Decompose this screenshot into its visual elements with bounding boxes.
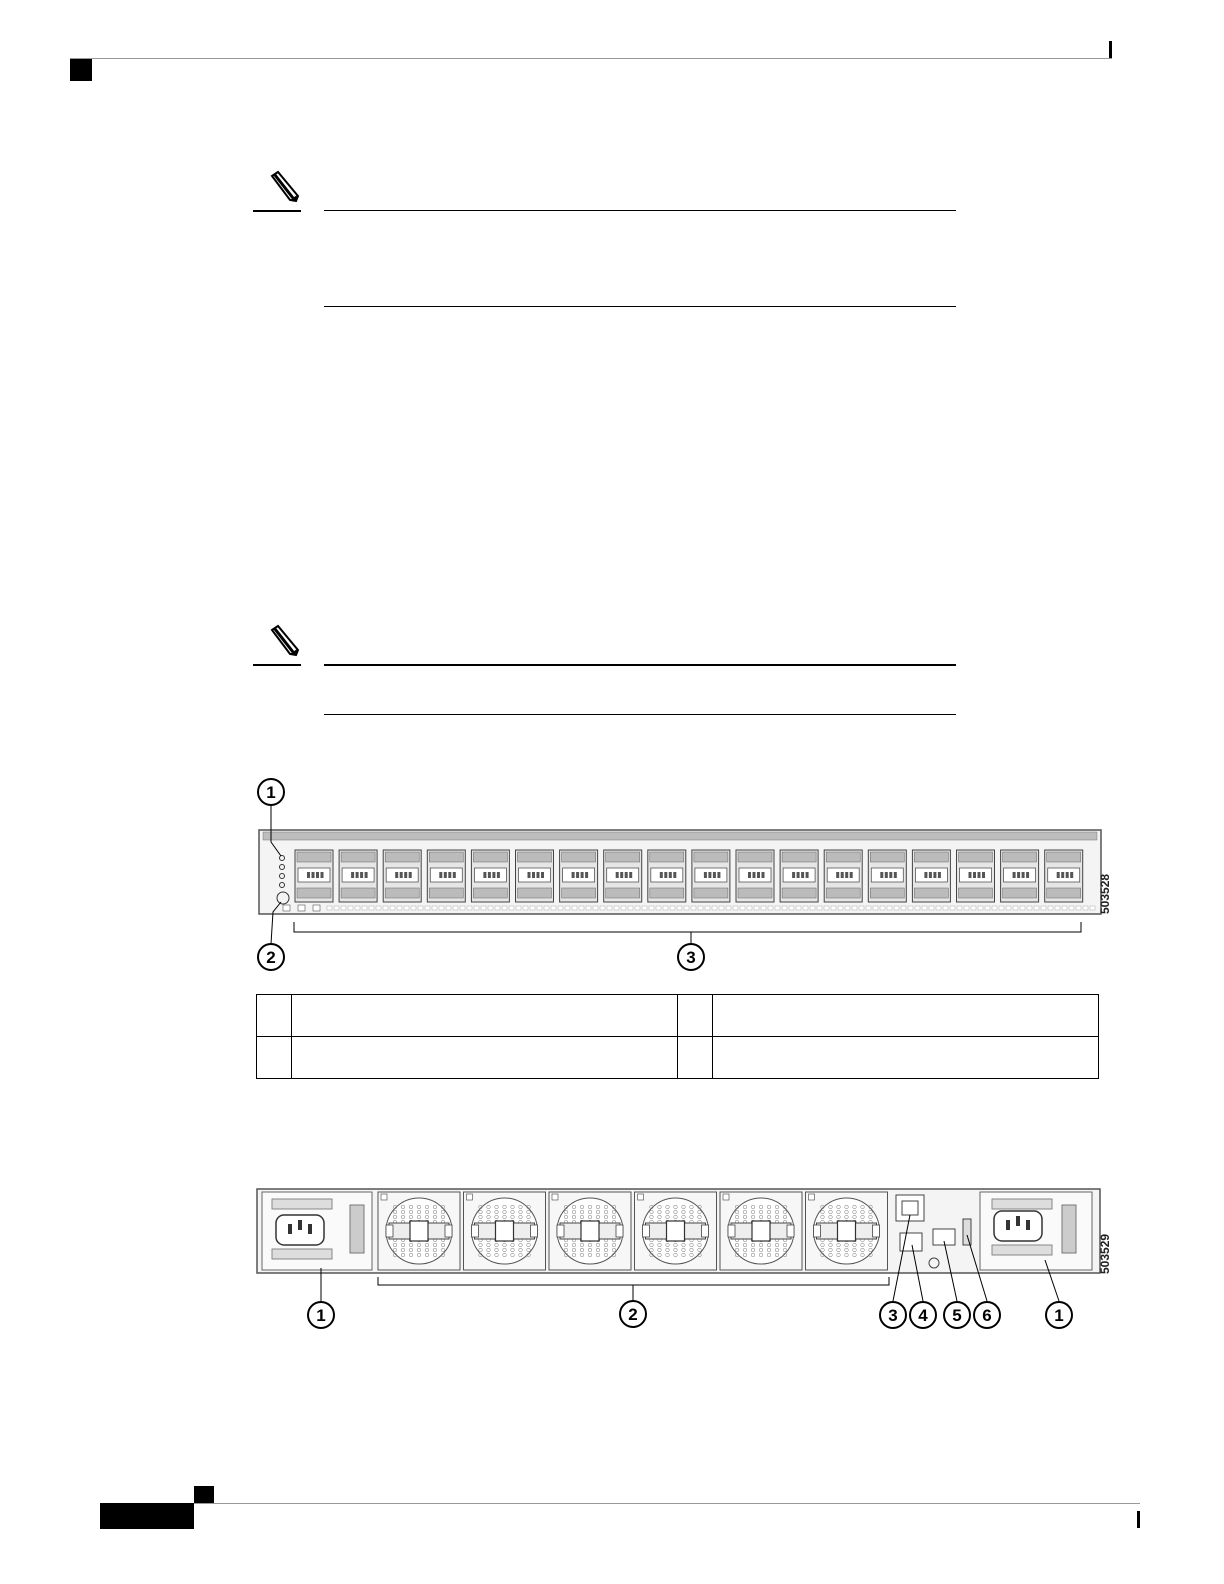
qsfp-port [648,850,686,902]
note-icon-underline [253,210,301,212]
vent-slot [1062,906,1067,910]
vent-slot [943,906,948,910]
vent-slot [761,906,766,910]
vent-slot [733,906,738,910]
fan-module [549,1192,631,1270]
table-cell [292,995,678,1037]
vent-slot [901,906,906,910]
front-panel-figure [245,772,1125,977]
vent-slot [740,906,745,910]
qsfp-port [692,850,730,902]
vent-slot [684,906,689,910]
rear-figure-id: 503529 [1098,1233,1112,1274]
vent-slot [824,906,829,910]
vent-slot [887,906,892,910]
qsfp-port [295,850,333,902]
vent-slot [439,906,444,910]
vent-slot [1006,906,1011,910]
vent-slot [586,906,591,910]
vent-slot [495,906,500,910]
qsfp-port [957,850,995,902]
vent-slot [600,906,605,910]
vent-slot [446,906,451,910]
vent-slot [1020,906,1025,910]
table-cell [713,1037,1099,1079]
vent-slot [614,906,619,910]
vent-slot [516,906,521,910]
vent-slot [950,906,955,910]
rear-panel-figure [250,1185,1110,1335]
qsfp-port [1001,850,1039,902]
qsfp-port [824,850,862,902]
header-left-marker [70,59,92,81]
vent-slot [894,906,899,910]
vent-slot [747,906,752,910]
vent-slot [691,906,696,910]
qsfp-port [868,850,906,902]
vent-slot [908,906,913,910]
footer-rule [100,1503,1140,1504]
table-cell [713,995,1099,1037]
vent-slot [530,906,535,910]
vent-slot [362,906,367,910]
vent-slot [355,906,360,910]
vent-slot [656,906,661,910]
vent-slot [481,906,486,910]
vent-slot [649,906,654,910]
vent-slot [509,906,514,910]
vent-slot [628,906,633,910]
vent-slot [866,906,871,910]
usb-port [298,905,305,911]
table-cell [257,995,292,1037]
vent-slot [873,906,878,910]
header-right-tick [1109,41,1112,58]
vent-slot [327,906,332,910]
fan-module [378,1192,460,1270]
vent-slot [929,906,934,910]
note-top-rule [324,210,956,211]
vent-slot [817,906,822,910]
vent-slot [852,906,857,910]
vent-slot [985,906,990,910]
vent-slot [341,906,346,910]
footer-right-tick [1137,1511,1140,1528]
vent-slot [705,906,710,910]
vent-slot [663,906,668,910]
vent-slot [915,906,920,910]
header-rule [70,58,1112,59]
fan-module [464,1192,546,1270]
vent-slot [432,906,437,910]
vent-slot [390,906,395,910]
vent-slot [1048,906,1053,910]
vent-slot [572,906,577,910]
vent-slot [957,906,962,910]
vent-slot [453,906,458,910]
usb-port [283,905,290,911]
vent-slot [425,906,430,910]
vent-slot [551,906,556,910]
footer-marker [194,1486,214,1503]
vent-slot [460,906,465,910]
vent-slot [796,906,801,910]
vent-slot [621,906,626,910]
vent-slot [677,906,682,910]
vent-slot [775,906,780,910]
vent-slot [1090,906,1095,910]
vent-slot [418,906,423,910]
vent-slot [523,906,528,910]
vent-slot [635,906,640,910]
fan-module [806,1192,888,1270]
footer-page-tab [100,1503,194,1529]
left-psu [262,1192,372,1270]
vent-slot [782,906,787,910]
vent-slot [488,906,493,910]
callout-legend-table [256,994,1099,1079]
vent-slot [1069,906,1074,910]
vent-slot [376,906,381,910]
vent-slot [467,906,472,910]
table-cell [257,1037,292,1079]
vent-slot [383,906,388,910]
vent-slot [544,906,549,910]
table-cell [678,995,713,1037]
note-icon-underline [253,664,301,666]
vent-slot [971,906,976,910]
svg-text:3: 3 [888,1306,898,1325]
table-row [257,995,1099,1037]
vent-slot [565,906,570,910]
vent-slot [922,906,927,910]
fan-module [635,1192,717,1270]
qsfp-port [912,850,950,902]
svg-text:1: 1 [316,1306,326,1325]
vent-slot [593,906,598,910]
right-psu [980,1192,1092,1270]
vent-slot [404,906,409,910]
qsfp-port [1045,850,1083,902]
qsfp-port [780,850,818,902]
svg-text:5: 5 [952,1306,962,1325]
svg-text:1: 1 [266,783,276,802]
qsfp-port [427,850,465,902]
vent-slot [348,906,353,910]
note-pencil-icon [262,170,302,204]
vent-slot [810,906,815,910]
vent-slot [880,906,885,910]
note-top-rule [324,664,956,666]
svg-text:3: 3 [686,948,696,967]
fan-module [720,1192,802,1270]
svg-text:4: 4 [918,1306,928,1325]
vent-slot [719,906,724,910]
table-cell [678,1037,713,1079]
vent-slot [936,906,941,910]
vent-slot [978,906,983,910]
vent-slot [1076,906,1081,910]
svg-text:2: 2 [628,1305,638,1324]
vent-slot [964,906,969,910]
vent-slot [999,906,1004,910]
vent-slot [1083,906,1088,910]
vent-slot [474,906,479,910]
vent-slot [397,906,402,910]
vent-slot [670,906,675,910]
qsfp-port [604,850,642,902]
svg-text:1: 1 [1054,1306,1064,1325]
vent-slot [502,906,507,910]
note-pencil-icon [262,624,302,658]
vent-slot [537,906,542,910]
vent-slot [768,906,773,910]
note-bottom-rule [324,714,956,715]
vent-slot [831,906,836,910]
vent-slot [789,906,794,910]
table-row [257,1037,1099,1079]
vent-slot [754,906,759,910]
qsfp-port [383,850,421,902]
usb-port [313,905,320,911]
vent-slot [642,906,647,910]
qsfp-port [516,850,554,902]
qsfp-port [339,850,377,902]
vent-slot [334,906,339,910]
table-cell [292,1037,678,1079]
svg-text:2: 2 [266,948,276,967]
vent-slot [369,906,374,910]
vent-slot [1034,906,1039,910]
vent-slot [411,906,416,910]
vent-slot [1013,906,1018,910]
vent-slot [579,906,584,910]
vent-slot [558,906,563,910]
qsfp-port [560,850,598,902]
vent-slot [726,906,731,910]
vent-slot [607,906,612,910]
vent-slot [1027,906,1032,910]
vent-slot [698,906,703,910]
note-bottom-rule [324,306,956,307]
qsfp-port [471,850,509,902]
vent-slot [859,906,864,910]
vent-slot [845,906,850,910]
vent-slot [838,906,843,910]
vent-slot [803,906,808,910]
front-figure-id: 503528 [1098,873,1112,914]
vent-slot [992,906,997,910]
vent-slot [712,906,717,910]
vent-slot [1041,906,1046,910]
qsfp-port [736,850,774,902]
svg-text:6: 6 [982,1306,992,1325]
vent-slot [1055,906,1060,910]
